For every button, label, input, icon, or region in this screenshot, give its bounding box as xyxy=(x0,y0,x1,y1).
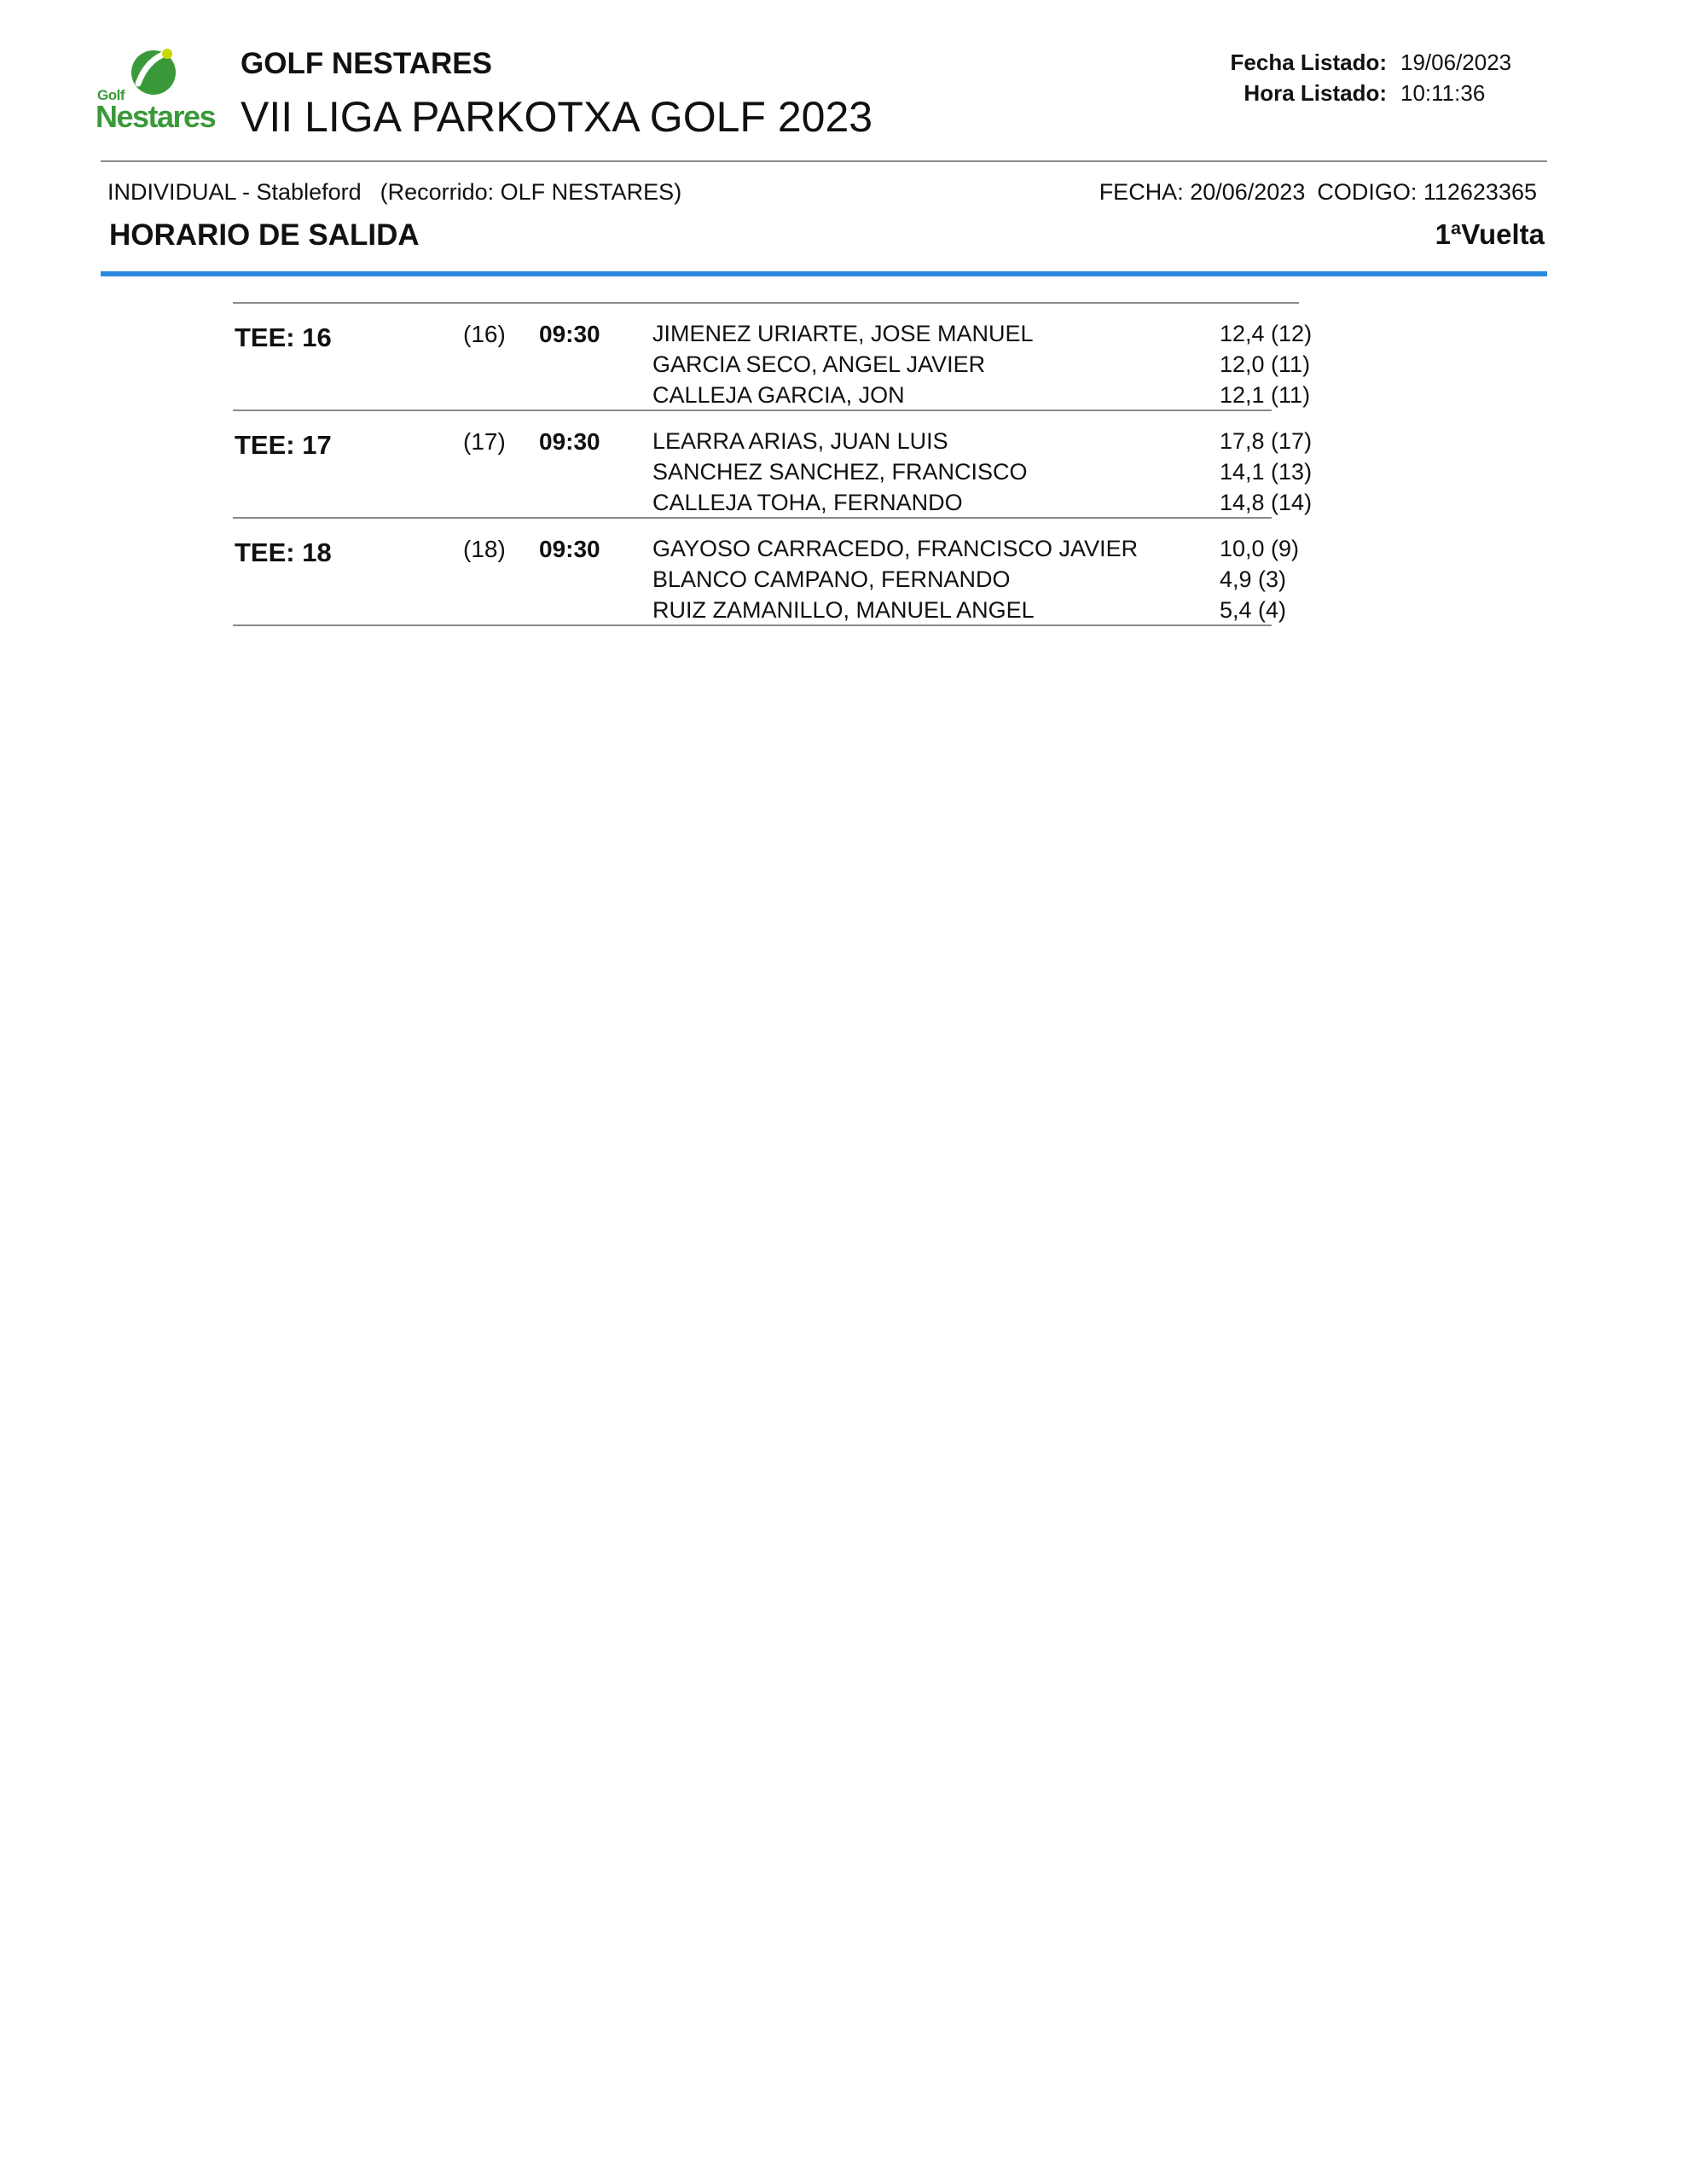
tee-number: (17) xyxy=(463,428,506,455)
competition-date: FECHA: 20/06/2023 xyxy=(1099,179,1306,205)
round-label: 1ªVuelta xyxy=(1435,218,1545,250)
player-handicap: 5,4 (4) xyxy=(1220,597,1287,623)
player-name: JIMENEZ URIARTE, JOSE MANUEL xyxy=(652,321,1034,346)
listing-time-value: 10:11:36 xyxy=(1400,80,1486,106)
tee-group xyxy=(233,519,1307,626)
competition-code: CODIGO: 112623365 xyxy=(1317,179,1537,205)
tee-label: TEE: 18 xyxy=(235,537,332,567)
competition-date-code xyxy=(1099,179,1537,206)
player-handicap: 17,8 (17) xyxy=(1220,428,1313,454)
player-name: GARCIA SECO, ANGEL JAVIER xyxy=(652,351,986,377)
logo-brand-text: Nestares xyxy=(96,99,216,134)
club-name: GOLF NESTARES xyxy=(241,47,492,80)
player-name: GAYOSO CARRACEDO, FRANCISCO JAVIER xyxy=(652,536,1139,561)
listing-date-label: Fecha Listado: xyxy=(1230,49,1387,75)
player-handicap: 12,1 (11) xyxy=(1220,382,1311,408)
tee-group xyxy=(233,411,1313,519)
tee-group xyxy=(233,304,1313,411)
player-name: CALLEJA TOHA, FERNANDO xyxy=(652,490,963,515)
tee-time: 09:30 xyxy=(539,428,600,455)
tee-label: TEE: 17 xyxy=(235,430,332,460)
player-name: SANCHEZ SANCHEZ, FRANCISCO xyxy=(652,459,1028,485)
listing-meta-labels xyxy=(1177,47,1387,108)
section-divider xyxy=(101,271,1547,276)
player-handicap: 4,9 (3) xyxy=(1220,566,1287,592)
section-title: HORARIO DE SALIDA xyxy=(109,218,420,252)
logo-small-text: Golf xyxy=(97,87,125,103)
club-logo xyxy=(96,44,223,138)
listing-time-label: Hora Listado: xyxy=(1244,80,1387,106)
player-handicap: 14,1 (13) xyxy=(1220,459,1313,485)
player-handicap: 12,0 (11) xyxy=(1220,351,1311,377)
header-divider xyxy=(101,160,1547,162)
player-handicap: 12,4 (12) xyxy=(1220,321,1313,346)
tee-times-table xyxy=(233,302,1313,626)
competition-course: (Recorrido: OLF NESTARES) xyxy=(380,179,682,205)
player-name: CALLEJA GARCIA, JON xyxy=(652,382,905,408)
player-handicap: 14,8 (14) xyxy=(1220,490,1313,515)
tee-label: TEE: 16 xyxy=(235,322,332,352)
tee-divider xyxy=(233,624,1272,626)
listing-meta-values xyxy=(1400,47,1511,108)
player-handicap: 10,0 (9) xyxy=(1220,536,1300,561)
player-name: LEARRA ARIAS, JUAN LUIS xyxy=(652,428,948,454)
competition-format: INDIVIDUAL - Stableford xyxy=(107,179,362,205)
tee-time: 09:30 xyxy=(539,321,600,347)
tee-number: (16) xyxy=(463,321,506,347)
tee-time: 09:30 xyxy=(539,536,600,562)
player-name: RUIZ ZAMANILLO, MANUEL ANGEL xyxy=(652,597,1035,623)
listing-date-value: 19/06/2023 xyxy=(1400,49,1512,75)
competition-info xyxy=(107,179,681,206)
tee-number: (18) xyxy=(463,536,506,562)
player-name: BLANCO CAMPANO, FERNANDO xyxy=(652,566,1011,592)
event-title: VII LIGA PARKOTXA GOLF 2023 xyxy=(241,93,873,141)
